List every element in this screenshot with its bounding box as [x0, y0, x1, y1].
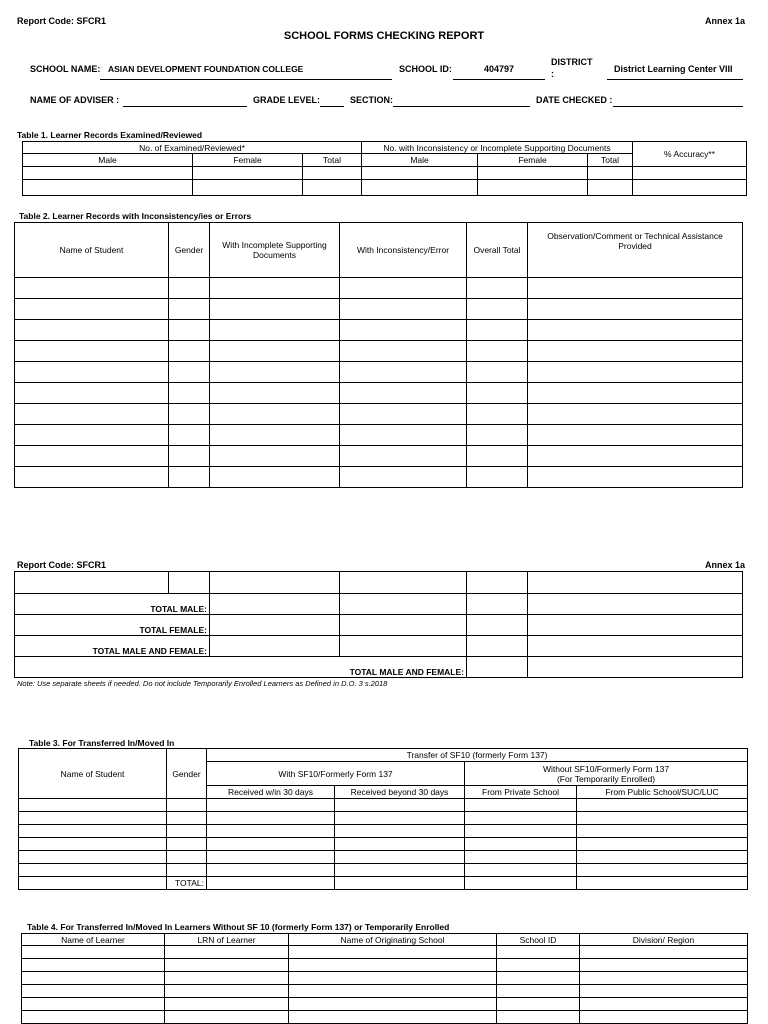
school-id-label: SCHOOL ID:	[399, 64, 452, 74]
page2-annex-label: Annex 1a	[705, 560, 746, 570]
table3-without-sf10-subtitle: (For Temporarily Enrolled)	[556, 773, 656, 784]
table1-total-header: Total	[303, 154, 362, 167]
table1-male-header-2: Male	[362, 154, 478, 167]
table-row	[15, 425, 743, 446]
table3	[18, 748, 748, 890]
total-male-female-label: TOTAL MALE AND FEMALE:	[15, 636, 210, 657]
table2-caption: Table 2. Learner Records with Inconsistency/ies or Errors	[19, 211, 252, 221]
school-id-field[interactable]: 404797	[484, 64, 515, 74]
table-row	[19, 812, 748, 825]
table-row	[15, 404, 743, 425]
adviser-field[interactable]	[126, 95, 246, 105]
table1-total-header-2: Total	[588, 154, 633, 167]
page-title: SCHOOL FORMS CHECKING REPORT	[283, 30, 485, 42]
table3-private-header: From Private School	[465, 786, 577, 799]
table-row	[22, 985, 748, 998]
table1-male-header: Male	[23, 154, 193, 167]
table1	[22, 141, 747, 196]
table-row	[22, 1011, 748, 1024]
table3-name-header: Name of Student	[19, 749, 167, 799]
annex-label: Annex 1a	[705, 16, 746, 26]
page2-report-code: Report Code: SFCR1	[17, 560, 107, 570]
school-name-field[interactable]: ASIAN DEVELOPMENT FOUNDATION COLLEGE	[108, 64, 304, 74]
table-row	[15, 572, 743, 594]
table3-without-sf10-header	[465, 762, 748, 786]
table1-group-inconsistency: No. with Inconsistency or Incomplete Supporting Documents	[362, 142, 633, 154]
date-checked-field[interactable]	[615, 95, 741, 105]
table1-group-examined: No. of Examined/Reviewed*	[23, 142, 362, 154]
table-row	[22, 998, 748, 1011]
table-row	[23, 167, 747, 180]
table-row	[15, 320, 743, 341]
table4-division-header: Division/ Region	[580, 934, 748, 946]
table-row	[23, 180, 747, 196]
table-row	[19, 838, 748, 851]
table4-schoolid-header: School ID	[497, 934, 580, 946]
table-row	[19, 799, 748, 812]
district-field[interactable]: District Learning Center VIII	[614, 64, 733, 74]
table4	[21, 933, 748, 1024]
table-row	[15, 362, 743, 383]
table-row	[15, 383, 743, 404]
table3-beyond-30-header: Received beyond 30 days	[335, 786, 465, 799]
table-row	[19, 864, 748, 877]
table1-female-header: Female	[193, 154, 303, 167]
table2-overall-header: Overall Total	[467, 223, 528, 278]
table3-gender-header: Gender	[167, 749, 207, 799]
district-colon: :	[551, 69, 554, 79]
table1-caption: Table 1. Learner Records Examined/Reviewed	[17, 130, 203, 140]
table-row	[15, 446, 743, 467]
table1-female-header-2: Female	[478, 154, 588, 167]
grade-level-label: GRADE LEVEL:	[253, 95, 321, 105]
table2	[14, 222, 743, 488]
table4-caption: Table 4. For Transferred In/Moved In Learners Without SF 10 (formerly Form 137) or Temporarily Enrolled	[27, 922, 450, 932]
table2-gender-header: Gender	[169, 223, 210, 278]
school-name-label: SCHOOL NAME:	[30, 64, 101, 74]
table4-lrn-header: LRN of Learner	[165, 934, 289, 946]
total-female-label: TOTAL FEMALE:	[15, 615, 210, 636]
table2-observation-header: Observation/Comment or Technical Assistance Provided	[528, 223, 743, 278]
table2-incomplete-header: With Incomplete Supporting Documents	[210, 223, 340, 278]
note-text: Note: Use separate sheets if needed. Do not include Temporarily Enrolled Learners as Defined in D.O. 3 s.2018	[17, 679, 388, 688]
table2-continued	[14, 571, 743, 678]
section-label: SECTION:	[350, 95, 394, 105]
table-row	[22, 946, 748, 959]
table-row	[19, 851, 748, 864]
table-row	[22, 959, 748, 972]
table4-origin-header: Name of Originating School	[289, 934, 497, 946]
table2-inconsistency-header: With Inconsistency/Error	[340, 223, 467, 278]
date-checked-label: DATE CHECKED :	[536, 95, 613, 105]
table3-transfer-header: Transfer of SF10 (formerly Form 137)	[207, 749, 748, 762]
total-male-label: TOTAL MALE:	[15, 594, 210, 615]
table2-name-header: Name of Student	[15, 223, 169, 278]
table3-caption: Table 3. For Transferred In/Moved In	[29, 738, 175, 748]
table4-name-header: Name of Learner	[22, 934, 165, 946]
district-label: DISTRICT	[551, 57, 593, 67]
table3-without-sf10-title: Without SF10/Formerly Form 137	[542, 763, 670, 774]
section-field[interactable]	[395, 95, 528, 105]
table-row	[15, 467, 743, 488]
adviser-label: NAME OF ADVISER :	[30, 95, 120, 105]
table3-within-30-header: Received w/in 30 days	[207, 786, 335, 799]
table3-with-sf10-header: With SF10/Formerly Form 137	[207, 762, 465, 786]
table3-public-header: From Public School/SUC/LUC	[577, 786, 748, 799]
table3-total-label: TOTAL:	[167, 877, 207, 890]
table-row	[15, 278, 743, 299]
grade-level-field[interactable]	[321, 95, 343, 105]
table1-accuracy-header: % Accuracy**	[633, 142, 747, 167]
total-male-female-label-2: TOTAL MALE AND FEMALE:	[15, 657, 467, 678]
report-code: Report Code: SFCR1	[17, 16, 107, 26]
table-row	[19, 825, 748, 838]
table-row	[22, 972, 748, 985]
table-row	[15, 341, 743, 362]
table-row	[15, 299, 743, 320]
